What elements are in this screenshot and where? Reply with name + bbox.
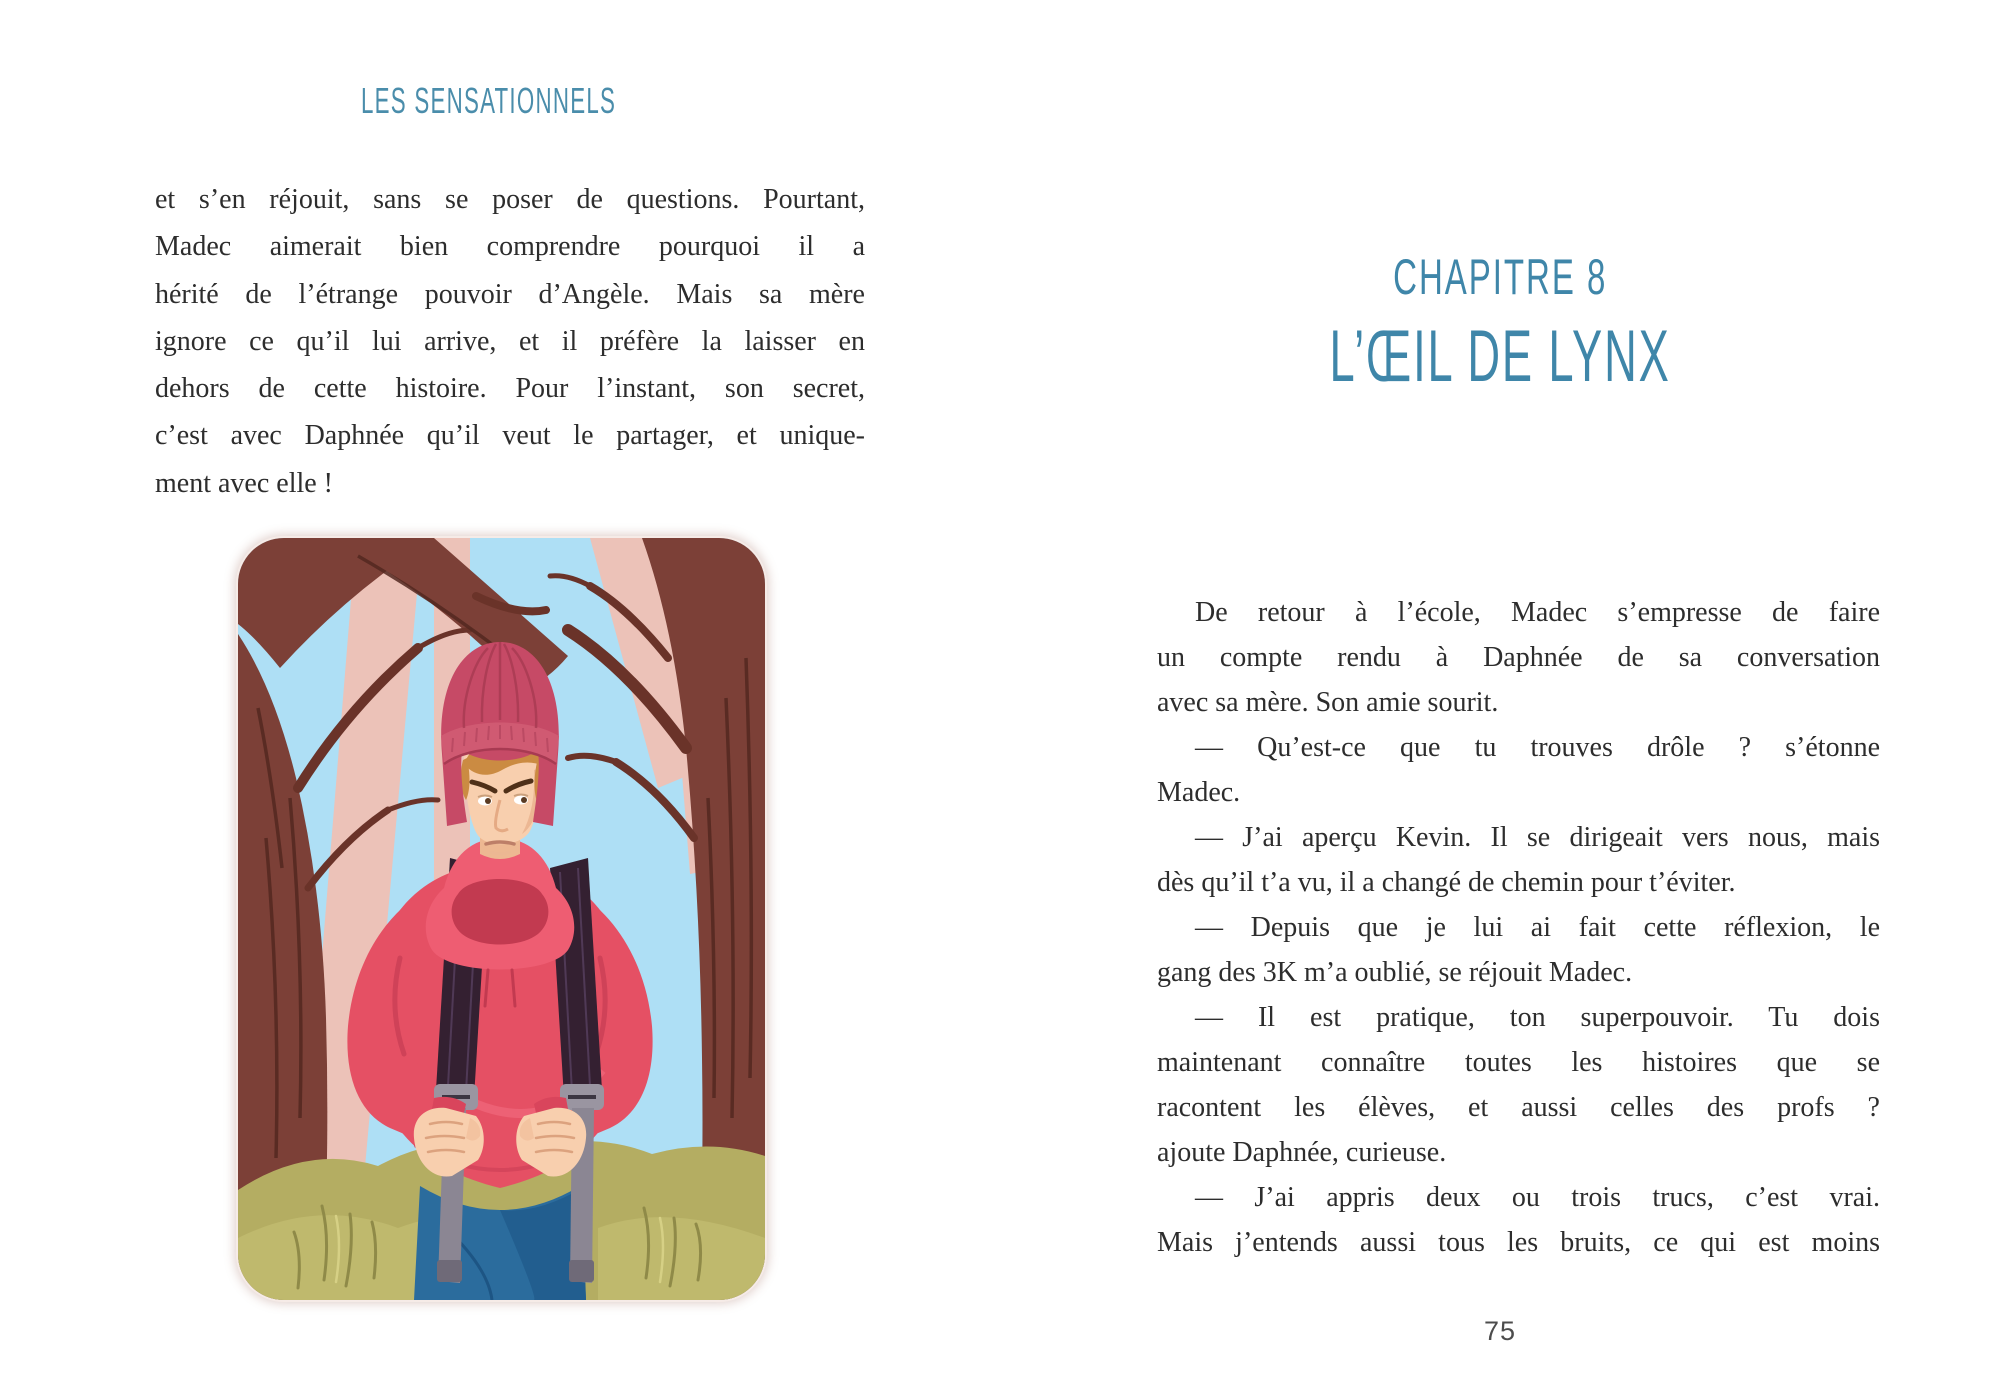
text-line: gang des 3K m’a oublié, se réjouit Madec. [1157, 957, 1633, 988]
text-line: avec sa mère. Son amie sourit. [1157, 687, 1499, 718]
text-line: ment avec elle ! [155, 467, 334, 499]
text-line: De retour à l’école, Madec s’empresse de faire [1195, 597, 1880, 628]
right-page-text [1157, 590, 1880, 1265]
text-line: un compte rendu à Daphnée de sa conversation [1157, 642, 1880, 673]
running-header-text: LES SENSATIONNELS [361, 80, 617, 121]
text-line: et s’en réjouit, sans se poser de questions. Pourtant, [155, 184, 865, 215]
text-line: ajoute Daphnée, curieuse. [1157, 1137, 1447, 1168]
text-line: c’est avec Daphnée qu’il veut le partager, et unique- [155, 420, 865, 452]
text-line: maintenant connaître toutes les histoires que se [1157, 1047, 1880, 1078]
chapter-title: L’ŒIL DE LYNX [1329, 316, 1671, 397]
text-line: ignore ce qu’il lui arrive, et il préfère la laisser en [155, 325, 865, 357]
chapter-heading [1200, 248, 1800, 398]
text-line: — J’ai appris deux ou trois trucs, c’est vrai. [1195, 1182, 1880, 1213]
left-page-text [155, 176, 865, 507]
illustration-svg [238, 538, 765, 1300]
text-line: dehors de cette histoire. Pour l’instant, son secret, [155, 373, 865, 405]
text-line: — Il est pratique, ton superpouvoir. Tu dois [1195, 1002, 1880, 1033]
text-line: Madec aimerait bien comprendre pourquoi il a [155, 231, 865, 263]
text-line: Mais j’entends aussi tous les bruits, ce qui est moins [1157, 1227, 1880, 1258]
text-line: racontent les élèves, et aussi celles des profs ? [1157, 1092, 1880, 1123]
running-header [361, 80, 772, 122]
forest-illustration [238, 538, 765, 1300]
text-line: — Qu’est-ce que tu trouves drôle ? s’étonne [1195, 732, 1880, 763]
text-line: dès qu’il t’a vu, il a changé de chemin pour t’éviter. [1157, 867, 1736, 898]
text-line: hérité de l’étrange pouvoir d’Angèle. Mais sa mère [155, 278, 865, 310]
right-page [1000, 0, 2000, 1400]
text-line: — Depuis que je lui ai fait cette réflexion, le [1195, 912, 1880, 943]
text-line: Madec. [1157, 777, 1241, 808]
chapter-number: CHAPITRE 8 [1392, 249, 1608, 305]
page-number: 75 [1483, 1316, 1517, 1346]
text-line: — J’ai aperçu Kevin. Il se dirigeait vers nous, mais [1195, 822, 1880, 853]
